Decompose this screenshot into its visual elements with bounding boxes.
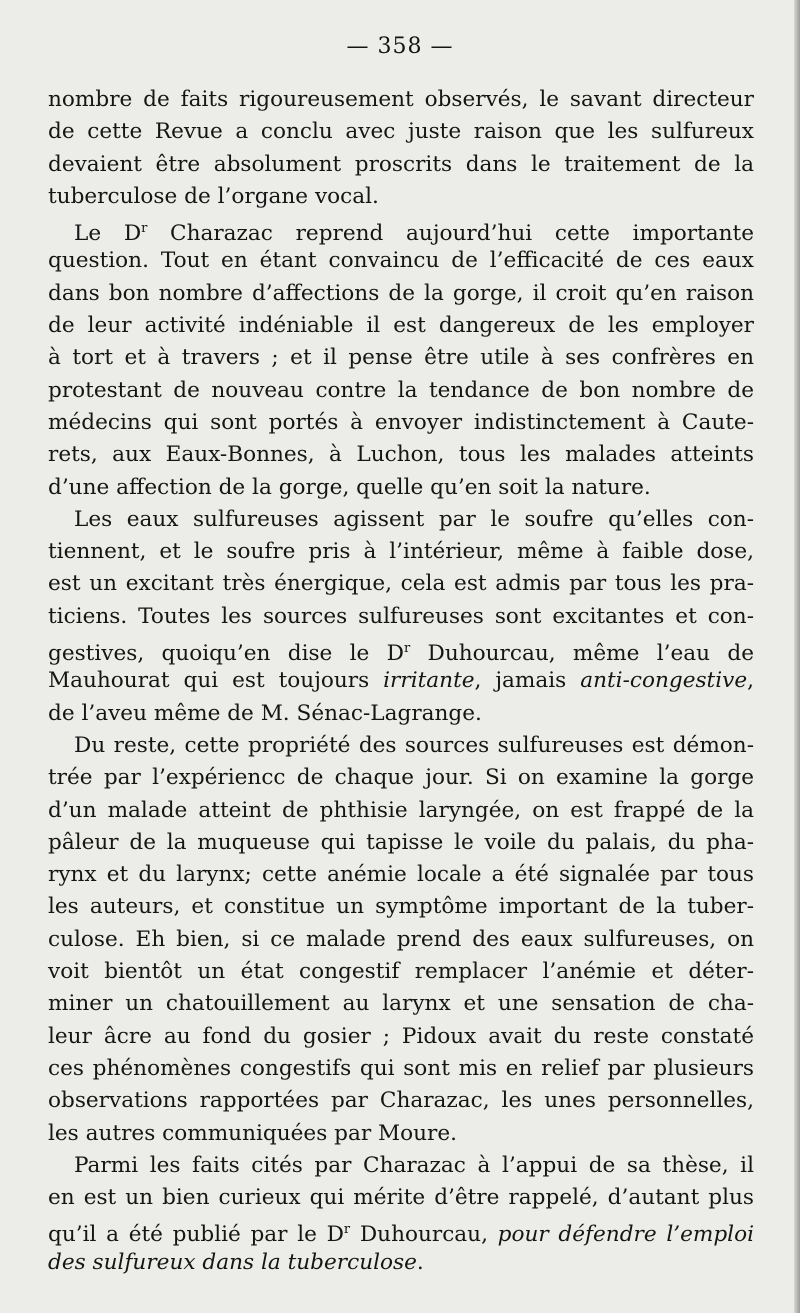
italic-des-sulfureux: des sulfureux dans la tuberculose xyxy=(48,1249,417,1275)
text-line-11: médecins qui sont portés à envoyer indistinctement à Caute- xyxy=(48,409,754,435)
text-line-3: devaient être absolument proscrits dans le traitement de la xyxy=(48,151,754,177)
italic-pour-defendre: pour défendre l’emploi xyxy=(497,1222,754,1248)
body-text xyxy=(48,84,754,1279)
line-19-before: Mauhourat qui est toujours xyxy=(48,668,384,694)
text-line-23: d’un malade atteint de phthisie laryngée, on est frappé de la xyxy=(48,797,754,823)
text-line-12: rets, aux Eaux-Bonnes, à Luchon, tous les malades atteints xyxy=(48,442,754,468)
text-line-29: miner un chatouillement au larynx et une sensation de cha- xyxy=(48,991,754,1017)
page-edge-shadow xyxy=(794,0,800,1313)
text-line-32: observations rapportées par Charazac, les unes personnelles, xyxy=(48,1088,754,1114)
text-line-35: en est un bien curieux qui mérite d’être rappelé, d’autant plus xyxy=(48,1185,754,1211)
doctor-superscript: r xyxy=(141,221,148,237)
line-19-middle: , jamais xyxy=(474,668,581,694)
italic-anti-congestive: anti-congestive xyxy=(580,668,748,694)
text-line-34: Parmi les faits cités par Charazac à l’appui de sa thèse, il xyxy=(74,1152,754,1178)
text-line-18 xyxy=(48,633,754,665)
text-line-19 xyxy=(48,665,754,697)
text-line-25: rynx et du larynx; cette anémie locale a été signalée par tous xyxy=(48,862,754,888)
doctor-superscript: r xyxy=(343,1222,351,1238)
text-line-33: les autres communiquées par Moure. xyxy=(48,1120,458,1146)
page-number: — 358 — xyxy=(346,34,454,59)
line-5-before: Le D xyxy=(74,221,142,247)
text-line-24: pâleur de la muqueuse qui tapisse le voile du palais, du pha- xyxy=(48,829,754,855)
text-line-30: leur âcre au fond du gosier ; Pidoux avait du reste constaté xyxy=(48,1023,754,1049)
text-line-21: Du reste, cette propriété des sources sulfureuses est démon- xyxy=(74,732,754,758)
text-line-1: nombre de faits rigoureusement observés, le savant directeur xyxy=(48,87,754,112)
line-19-after: , xyxy=(747,668,754,694)
text-line-27: culose. Eh bien, si ce malade prend des eaux sulfureuses, on xyxy=(48,926,754,952)
italic-irritante: irritante xyxy=(383,668,475,694)
text-line-36 xyxy=(48,1214,754,1246)
text-line-5 xyxy=(48,213,754,245)
line-36-after: Duhourcau, xyxy=(350,1222,498,1248)
text-line-28: voit bientôt un état congestif remplacer l’anémie et déter- xyxy=(48,959,754,985)
text-line-15: tiennent, et le soufre pris à l’intérieur, même à faible dose, xyxy=(48,539,754,565)
text-line-6: question. Tout en étant convaincu de l’efficacité de ces eaux xyxy=(48,248,754,274)
text-line-22: trée par l’expériencc de chaque jour. Si on examine la gorge xyxy=(48,765,754,791)
line-37-after: . xyxy=(416,1249,424,1275)
text-line-8: de leur activité indéniable il est dangereux de les employer xyxy=(48,313,754,339)
text-line-2: de cette Revue a conclu avec juste raison que les sulfureux xyxy=(48,119,754,145)
text-line-10: protestant de nouveau contre la tendance de bon nombre de xyxy=(48,377,754,403)
text-line-16: est un excitant très énergique, cela est admis par tous les pra- xyxy=(48,571,754,597)
text-line-31: ces phénomènes congestifs qui sont mis en relief par plusieurs xyxy=(48,1055,754,1081)
text-line-20: de l’aveu même de M. Sénac-Lagrange. xyxy=(48,700,482,726)
text-line-9: à tort et à travers ; et il pense être utile à ses confrères en xyxy=(48,345,754,371)
line-5-after: Charazac reprend aujourd’hui cette importante xyxy=(147,221,754,247)
text-line-37 xyxy=(48,1247,754,1279)
text-line-13: d’une affection de la gorge, quelle qu’en soit la nature. xyxy=(48,474,651,500)
line-18-after: Duhourcau, même l’eau de xyxy=(410,641,754,667)
text-line-17: ticiens. Toutes les sources sulfureuses sont excitantes et con- xyxy=(48,603,754,629)
text-line-14: Les eaux sulfureuses agissent par le soufre qu’elles con- xyxy=(74,506,754,532)
line-36-before: qu’il a été publié par le D xyxy=(48,1222,344,1248)
text-line-7: dans bon nombre d’affections de la gorge, il croit qu’en raison xyxy=(48,280,754,306)
doctor-superscript: r xyxy=(403,641,411,657)
line-18-before: gestives, quoiqu’en dise le D xyxy=(48,641,404,667)
text-line-26: les auteurs, et constitue un symptôme important de la tuber- xyxy=(48,894,754,920)
text-line-4: tuberculose de l’organe vocal. xyxy=(48,183,379,209)
